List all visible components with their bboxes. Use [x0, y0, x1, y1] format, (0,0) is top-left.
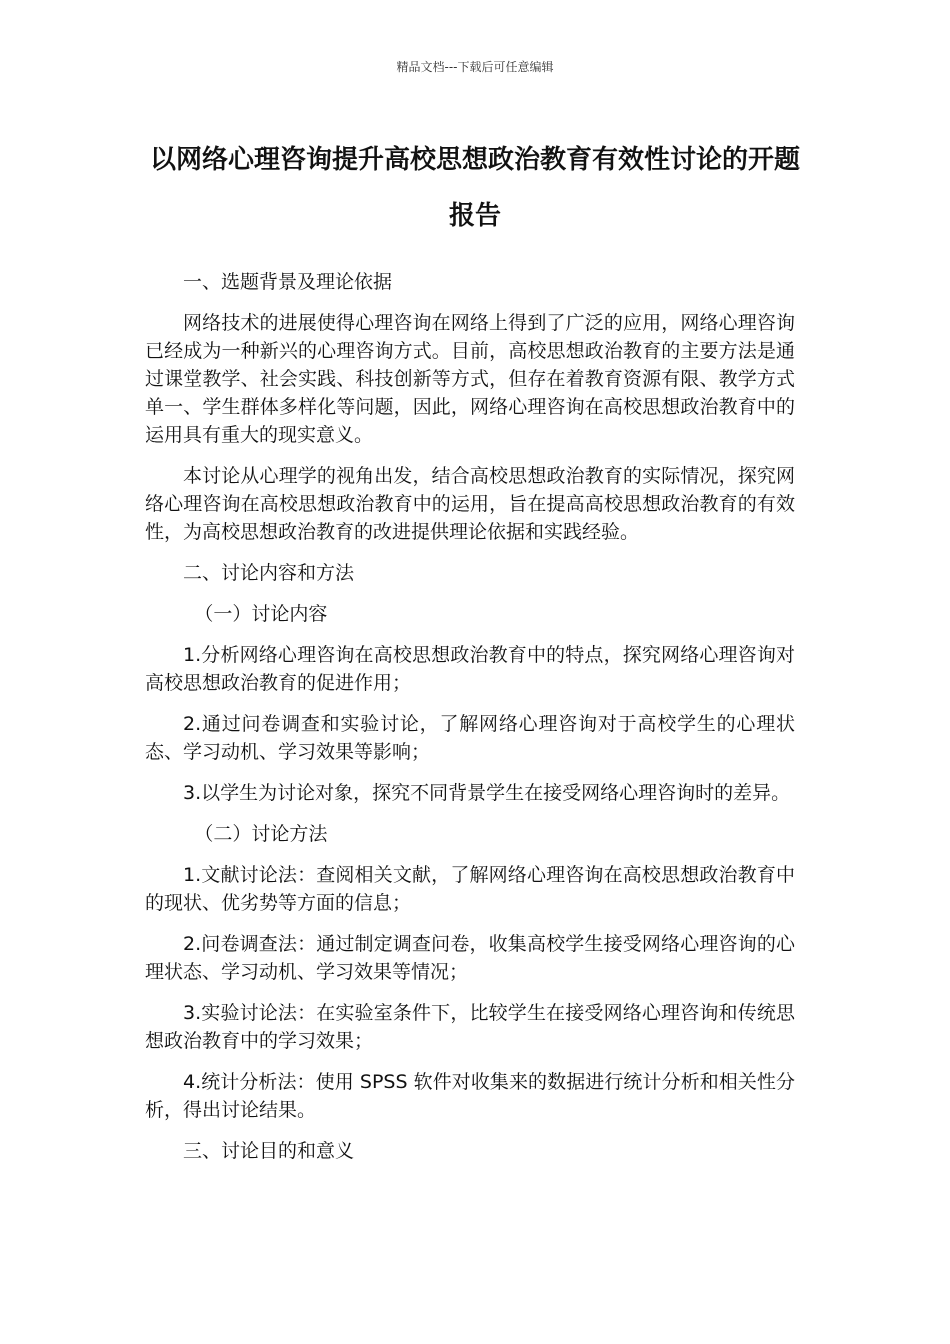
method-item-4: 4.统计分析法：使用 SPSS 软件对收集来的数据进行统计分析和相关性分析，得出讨论结果。: [145, 1071, 795, 1121]
content-item-2: 2.通过问卷调查和实验讨论，了解网络心理咨询对于高校学生的心理状态、学习动机、学习效果等影响；: [145, 713, 795, 763]
method-item-1: 1.文献讨论法：查阅相关文献，了解网络心理咨询在高校思想政治教育中的现状、优劣势等方面的信息；: [145, 864, 795, 914]
document-title: 以网络心理咨询提升高校思想政治教育有效性讨论的开题报告: [149, 145, 800, 231]
section-heading-content-methods: 二、讨论内容和方法: [183, 562, 355, 584]
content-item-3: 3.以学生为讨论对象，探究不同背景学生在接受网络心理咨询时的差异。: [183, 782, 791, 804]
paragraph-background-2: 本讨论从心理学的视角出发，结合高校思想政治教育的实际情况，探究网络心理咨询在高校思想政治教育中的运用，旨在提高高校思想政治教育的有效性，为高校思想政治教育的改进提供理论依据和实践经验。: [145, 465, 795, 543]
section-heading-background: 一、选题背景及理论依据: [183, 271, 393, 293]
method-item-2: 2.问卷调查法：通过制定调查问卷，收集高校学生接受网络心理咨询的心理状态、学习动机、学习效果等情况；: [145, 933, 795, 983]
paragraph-background-1: 网络技术的进展使得心理咨询在网络上得到了广泛的应用，网络心理咨询已经成为一种新兴的心理咨询方式。目前，高校思想政治教育的主要方法是通过课堂教学、社会实践、科技创新等方式，但存在着教育资源有限、教学方式单一、学生群体多样化等问题，因此，网络心理咨询在高校思想政治教育中的运用具有重大的现实意义。: [145, 312, 795, 446]
section-heading-purpose: 三、讨论目的和意义: [183, 1140, 355, 1162]
subheading-research-content: （一）讨论内容: [194, 603, 328, 625]
document-body: [145, 268, 795, 1178]
subheading-research-methods: （二）讨论方法: [194, 823, 328, 845]
page-header-note: 精品文档---下载后可任意编辑: [396, 60, 554, 74]
method-item-3: 3.实验讨论法：在实验室条件下，比较学生在接受网络心理咨询和传统思想政治教育中的学习效果；: [145, 1002, 795, 1052]
content-item-1: 1.分析网络心理咨询在高校思想政治教育中的特点，探究网络心理咨询对高校思想政治教育的促进作用；: [145, 644, 795, 694]
